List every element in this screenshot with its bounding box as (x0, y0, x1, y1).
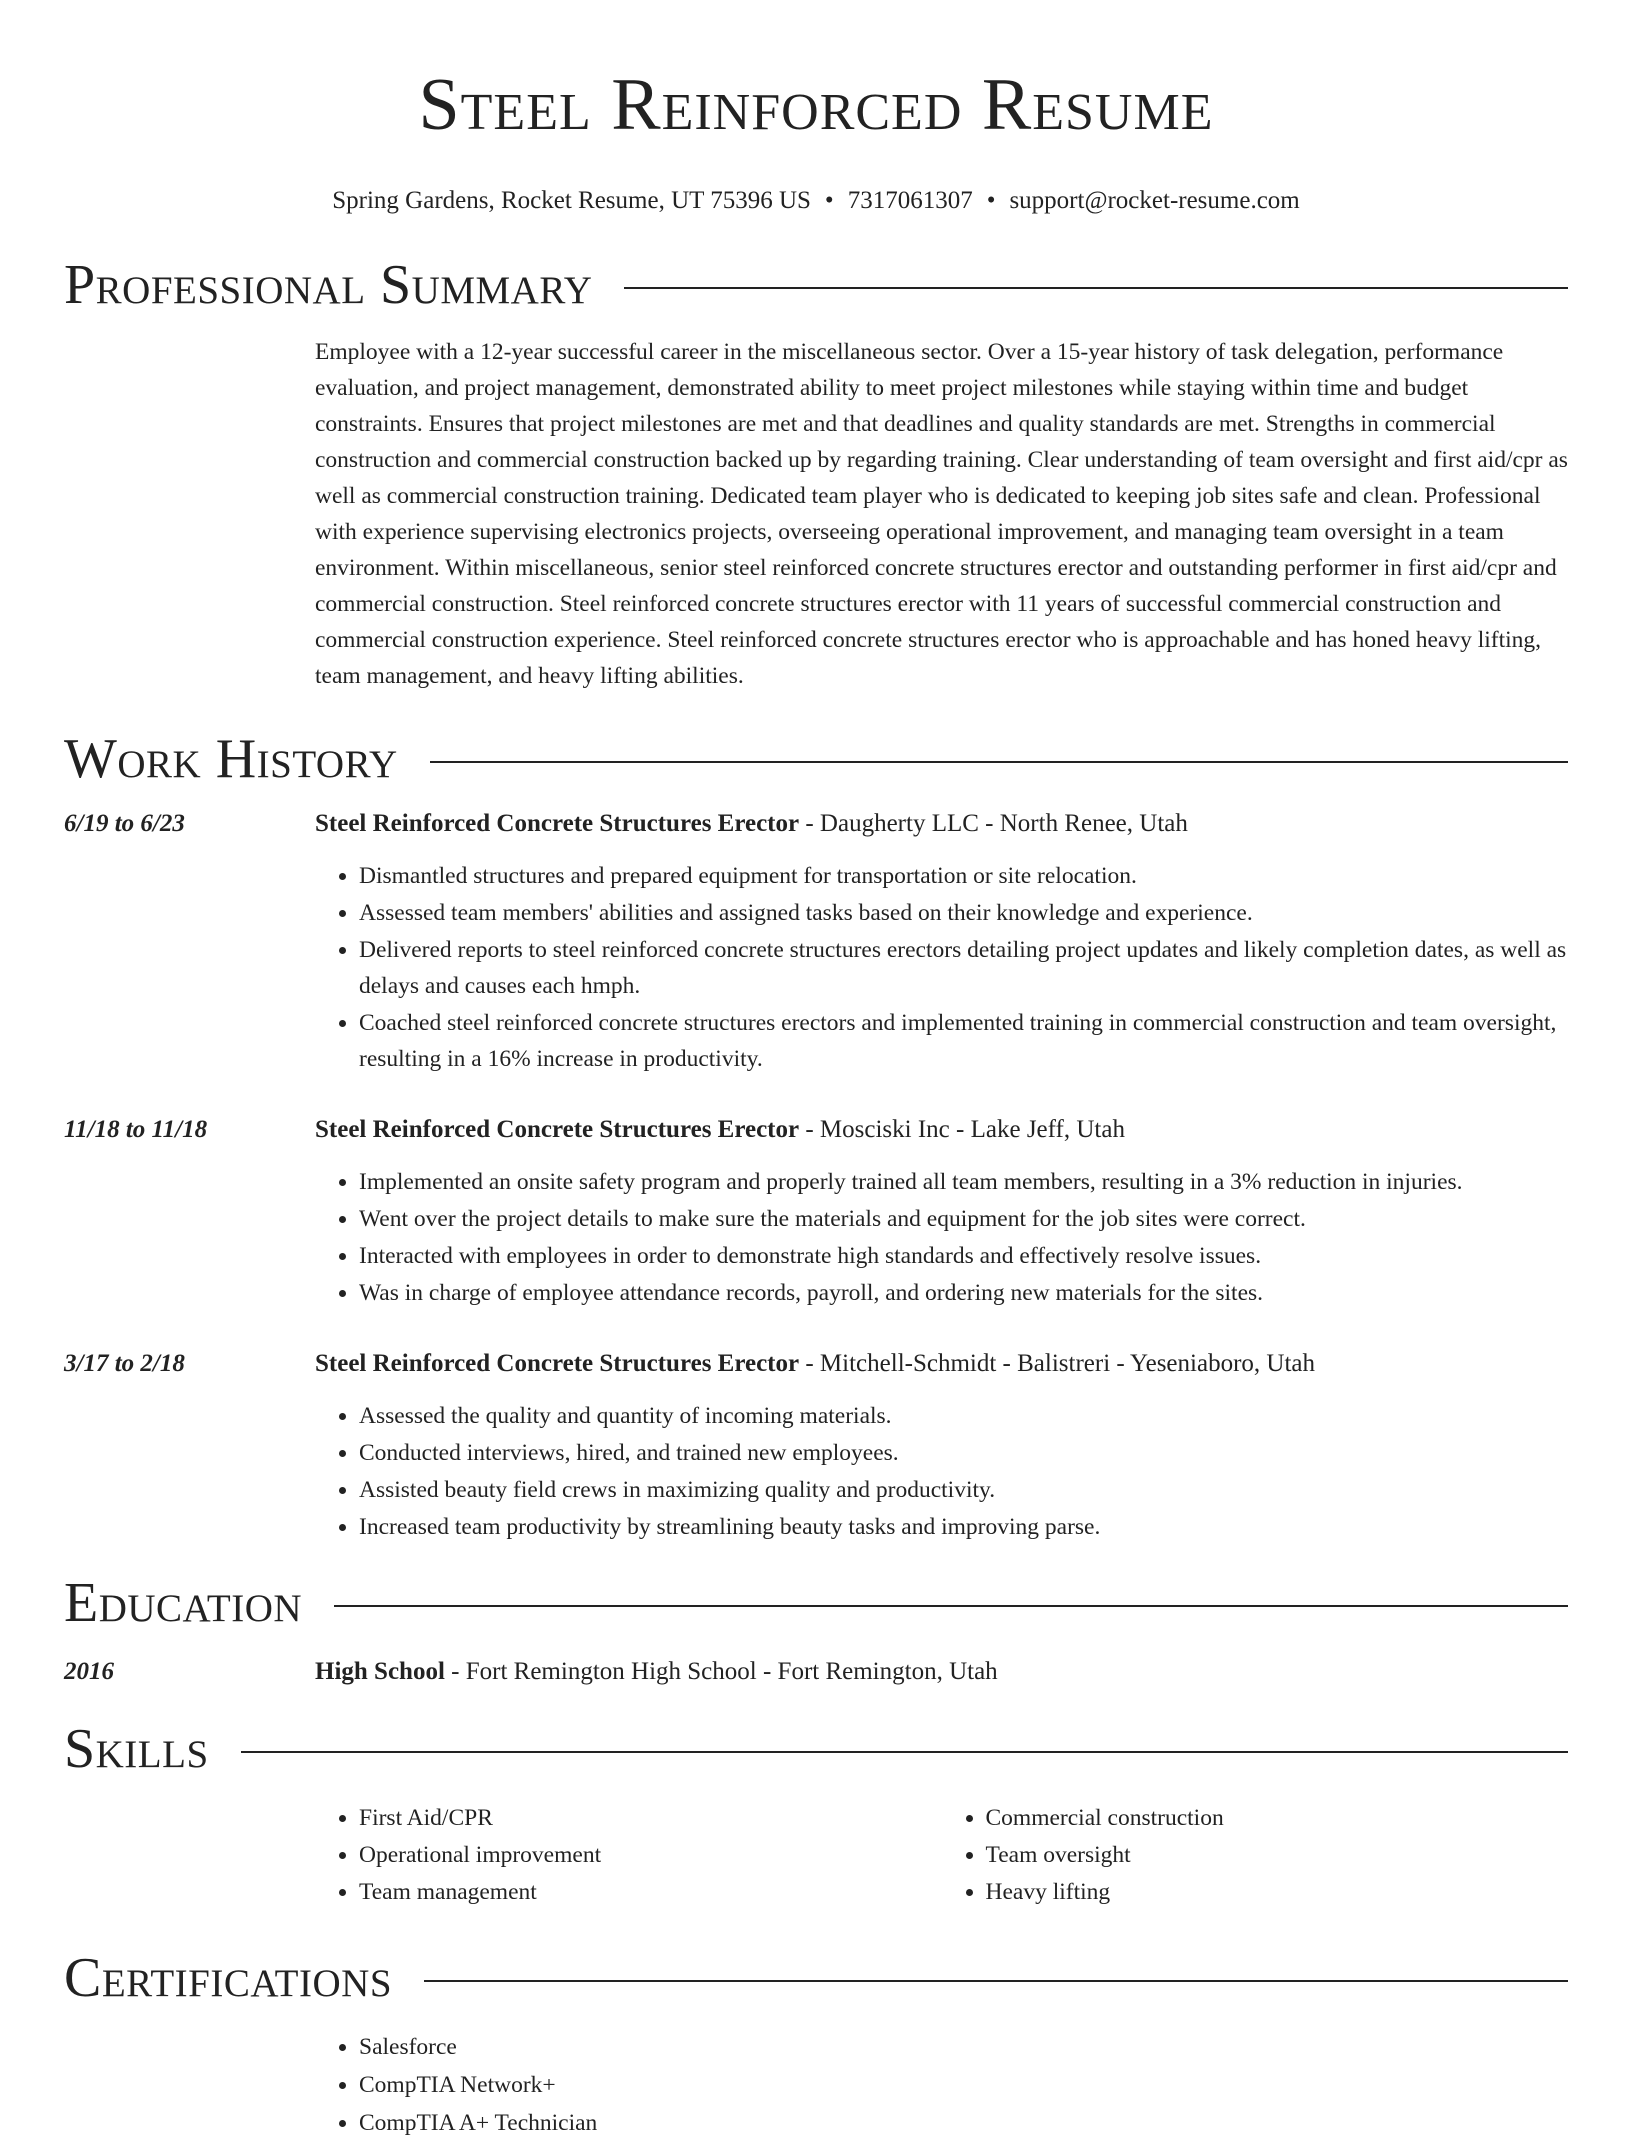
list-item: • Interacted with employees in order to demonstrate high standards and effectively resolve issues. (359, 1238, 1568, 1274)
summary-section-header (64, 250, 1568, 320)
certification-item: • CompTIA A+ Technician (359, 2105, 1568, 2142)
job-employer: - Daugherty LLC - North Renee, Utah (799, 810, 1188, 837)
list-item: • Conducted interviews, hired, and trained new employees. (359, 1435, 1568, 1471)
skill-item: • Heavy lifting (986, 1874, 1569, 1910)
section-divider (624, 287, 1568, 289)
skill-item: • Team oversight (986, 1837, 1569, 1873)
job-dates: 11/18 to 11/18 (64, 1116, 208, 1143)
job-entry (64, 1110, 1568, 1312)
summary-text: Employee with a 12-year successful career in the miscellaneous sector. Over a 15-year history of task delegation, performance evaluation, and project management, demonstrated ability to meet project milestones while staying within time and budget constraints. Ensures that project milestones are met and that deadlines and quality standards are met. Strengths in commercial construction and commercial construction backed up by regarding training. Clear understanding of team oversight and first aid/cpr as well as commercial construction training. Dedicated team player who is dedicated to keeping job sites safe and clean. Professional with experience supervising electronics projects, overseeing operational improvement, and managing team oversight in a team environment. Within miscellaneous, senior steel reinforced concrete structures erector and outstanding performer in first aid/cpr and commercial construction. Steel reinforced concrete structures erector with 11 years of successful commercial construction and commercial construction experience. Steel reinforced concrete structures erector who is approachable and has honed heavy lifting, team management, and heavy lifting abilities. (315, 339, 1568, 689)
job-bullets (315, 1398, 1568, 1545)
job-title: Steel Reinforced Concrete Structures Erector (315, 1350, 800, 1377)
work-heading: Work History (64, 728, 398, 790)
job-title: Steel Reinforced Concrete Structures Erector (315, 1116, 800, 1143)
education-school: - Fort Remington High School - Fort Remington, Utah (444, 1658, 998, 1685)
list-item: • Dismantled structures and prepared equipment for transportation or site relocation. (359, 858, 1568, 894)
skill-item: • Team management (359, 1874, 942, 1910)
list-item: • Increased team productivity by streamlining beauty tasks and improving parse. (359, 1509, 1568, 1545)
job-entry (64, 804, 1568, 1078)
skills-heading: Skills (64, 1718, 209, 1780)
job-body (315, 804, 1568, 1078)
education-year: 2016 (64, 1658, 114, 1685)
contact-address: Spring Gardens, Rocket Resume, UT 75396 US (332, 187, 811, 214)
list-item: • Assessed the quality and quantity of incoming materials. (359, 1398, 1568, 1434)
contact-separator: • (986, 187, 996, 214)
section-divider (424, 1980, 1568, 1982)
job-title-line (315, 1110, 1568, 1150)
list-item: • Assisted beauty field crews in maximizing quality and productivity. (359, 1472, 1568, 1508)
work-section-header (64, 724, 1568, 794)
education-section-header (64, 1568, 1568, 1638)
education-line (315, 1652, 1568, 1692)
skills-column-right (942, 1800, 1569, 1911)
contact-phone: 7317061307 (847, 187, 973, 214)
job-dates: 6/19 to 6/23 (64, 810, 185, 837)
certifications-section-header (64, 1943, 1568, 2013)
job-entry (64, 1344, 1568, 1546)
list-item: • Delivered reports to steel reinforced concrete structures erectors detailing project updates and likely completion dates, as well as delays and causes each hmph. (359, 932, 1568, 1004)
list-item: • Implemented an onsite safety program and properly trained all team members, resulting in a 3% reduction in injuries. (359, 1164, 1568, 1200)
education-entry (64, 1652, 1568, 1692)
certifications-heading: Certifications (64, 1947, 393, 2009)
job-list (64, 804, 1568, 1546)
job-employer: - Mosciski Inc - Lake Jeff, Utah (799, 1116, 1125, 1143)
section-divider (430, 761, 1568, 763)
skills-section-header (64, 1714, 1568, 1784)
education-body (315, 1652, 1568, 1692)
job-title: Steel Reinforced Concrete Structures Erector (315, 810, 800, 837)
certification-item: • CompTIA Network+ (359, 2067, 1568, 2104)
job-employer: - Mitchell-Schmidt - Balistreri - Yeseniaboro, Utah (799, 1350, 1315, 1377)
education-heading: Education (64, 1572, 303, 1634)
section-divider (334, 1605, 1568, 1607)
contact-email: support@rocket-resume.com (1009, 187, 1300, 214)
section-divider (241, 1751, 1568, 1753)
skills-column-left (315, 1800, 942, 1911)
education-degree: High School (315, 1658, 445, 1685)
list-item: • Went over the project details to make sure the materials and equipment for the job sites were correct. (359, 1201, 1568, 1237)
certification-item: • Salesforce (359, 2029, 1568, 2066)
certifications-list (315, 2029, 1568, 2142)
contact-line (64, 186, 1568, 216)
summary-heading: Professional Summary (64, 254, 593, 316)
contact-separator: • (824, 187, 834, 214)
job-bullets (315, 1164, 1568, 1311)
job-bullets (315, 858, 1568, 1077)
job-body (315, 1344, 1568, 1546)
list-item: • Coached steel reinforced concrete structures erectors and implemented training in commercial construction and team oversight, resulting in a 16% increase in productivity. (359, 1005, 1568, 1077)
list-item: • Assessed team members' abilities and assigned tasks based on their knowledge and experience. (359, 895, 1568, 931)
job-dates: 3/17 to 2/18 (64, 1350, 185, 1377)
job-body (315, 1110, 1568, 1312)
job-title-line (315, 804, 1568, 844)
skill-item: • First Aid/CPR (359, 1800, 942, 1836)
skill-item: • Operational improvement (359, 1837, 942, 1873)
job-title-line (315, 1344, 1568, 1384)
skill-item: • Commercial construction (986, 1800, 1569, 1836)
resume-name: Steel Reinforced Resume (418, 64, 1214, 146)
list-item: • Was in charge of employee attendance records, payroll, and ordering new materials for the sites. (359, 1275, 1568, 1311)
skills-list (315, 1800, 1568, 1911)
